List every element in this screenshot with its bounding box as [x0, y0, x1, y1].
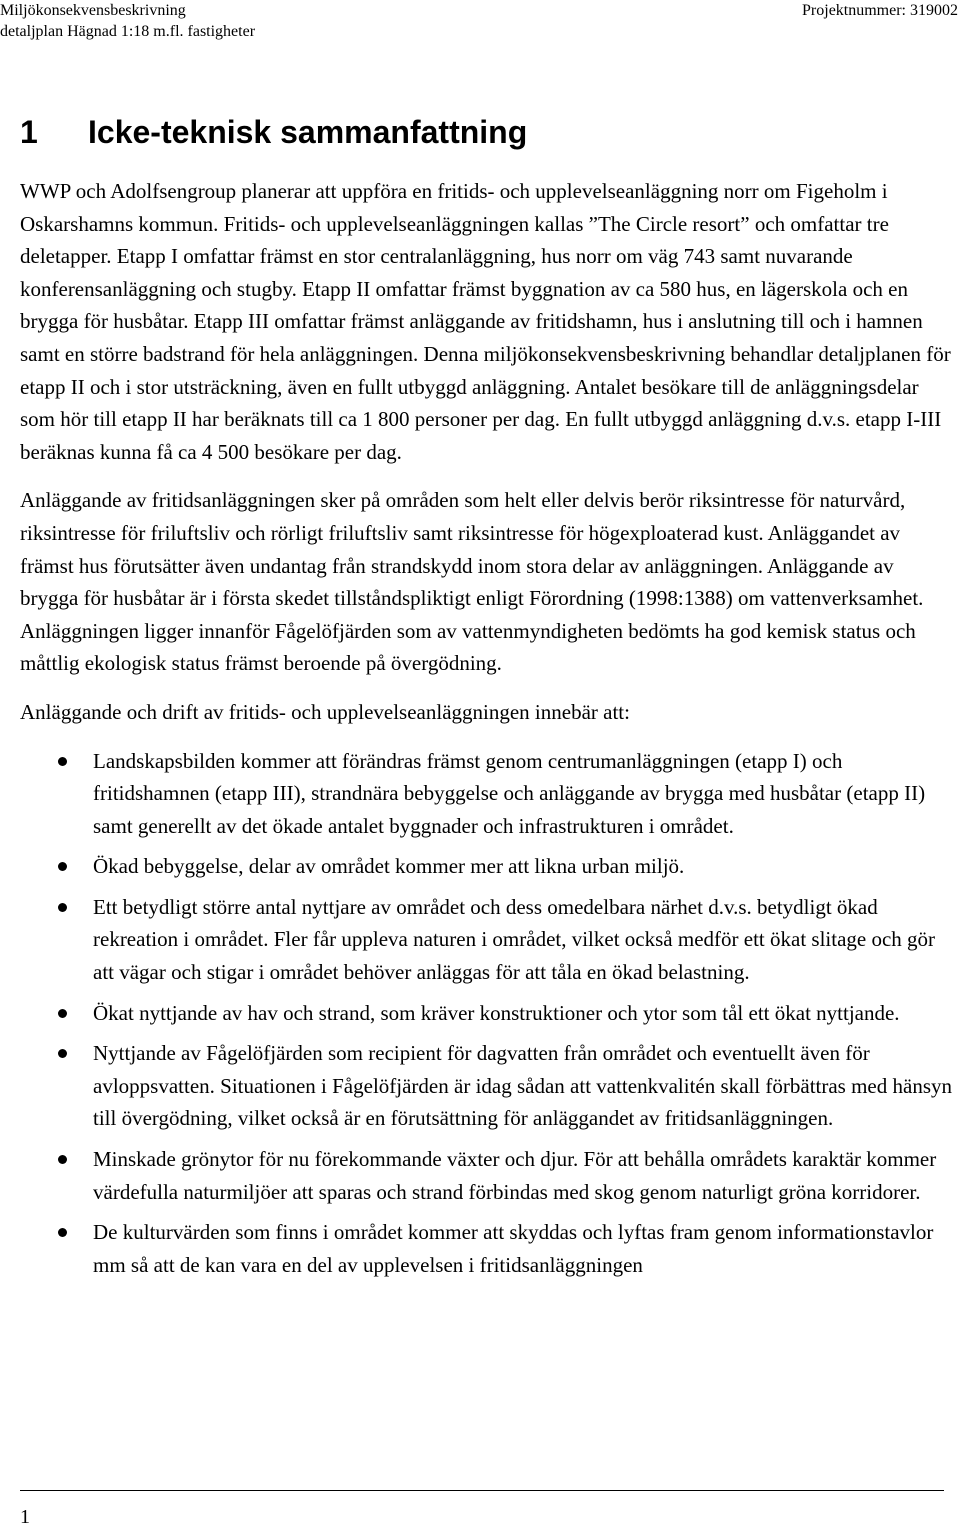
bullet-icon	[58, 862, 67, 871]
list-item	[20, 997, 955, 1030]
bullet-icon	[58, 1009, 67, 1018]
list-item	[20, 745, 955, 843]
list-item	[20, 850, 955, 883]
list-item-text: Nyttjande av Fågelöfjärden som recipient för dagvatten från området och eventuellt även för avloppsvatten. Situationen i Fågelöfjärden är idag sådan att vattenkvalitén skall förbättras med hänsyn till övergödning, vilket också är en förutsättning för anläggandet av fritidsanläggningen.	[93, 1041, 953, 1131]
list-item-text: De kulturvärden som finns i området kommer att skyddas och lyftas fram genom informationstavlor mm så att de kan vara en del av upplevelsen i fritidsanläggningen	[93, 1220, 934, 1277]
bullet-icon	[58, 757, 67, 766]
paragraph-interests: Anläggande av fritidsanläggningen sker på områden som helt eller delvis berör riksintresse för naturvård, riksintresse för friluftsliv och rörligt friluftsliv samt riksintresse för högexploaterad kust. Anläggandet av främst hus förutsätter även undantag från strandskydd inom stora delar av anläggningen. Anläggande av brygga för husbåtar är i första skedet tillståndspliktigt enligt Förordning (1998:1388) om vattenverksamhet. Anläggningen ligger innanför Fågelöfjärden som av vattenmyndigheten bedömts ha god kemisk status och måttlig ekologisk status främst beroende på övergödning.	[20, 488, 924, 676]
section-title: Icke-teknisk sammanfattning	[88, 114, 528, 150]
bullet-icon	[58, 1228, 67, 1237]
document-body	[20, 175, 955, 1289]
list-item-text: Ökad bebyggelse, delar av området kommer mer att likna urban miljö.	[93, 854, 685, 879]
consequence-list	[20, 745, 955, 1282]
section-number: 1	[20, 114, 38, 150]
section-heading	[20, 110, 527, 154]
bullet-icon	[58, 1049, 67, 1058]
list-item-text: Landskapsbilden kommer att förändras främst genom centrumanläggningen (etapp I) och fritidshamnen (etapp III), strandnära bebyggelse och anläggande av brygga med husbåtar (etapp II) samt generellt av det ökade antalet byggnader och infrastrukturen i området.	[93, 748, 926, 838]
paragraph-list-intro: Anläggande och drift av fritids- och upplevelseanläggningen innebär att:	[20, 699, 630, 724]
footer-divider	[20, 1490, 944, 1491]
bullet-icon	[58, 903, 67, 912]
list-item	[20, 1037, 955, 1135]
paragraph-intro: WWP och Adolfsengroup planerar att uppföra en fritids- och upplevelseanläggning norr om Figeholm i Oskarshamns kommun. Fritids- och upplevelseanläggningen kallas ”The Circle resort” och omfattar tre deletapper. Etapp I omfattar främst en stor centralanläggning, hus norr om väg 743 samt nuvarande konferensanläggning och stugby. Etapp II omfattar främst byggnation av ca 580 hus, en lägerskola och en brygga för husbåtar. Etapp III omfattar främst anläggande av fritidshamn, hus i anslutning till och i hamnen samt en större badstrand för hela anläggningen. Denna miljökonsekvensbeskrivning behandlar detaljplanen för etapp II och i stor utsträckning, även en fullt utbyggd anläggning. Antalet besökare till de anläggningsdelar som hör till etapp II har beräknats till ca 1 800 personer per dag. En fullt utbyggd anläggning d.v.s. etapp I-III beräknas kunna få ca 4 500 besökare per dag.	[20, 179, 951, 464]
list-item-text: Ett betydligt större antal nyttjare av området och dess omedelbara närhet d.v.s. betydligt ökad rekreation i området. Fler får uppleva naturen i området, vilket också medför ett ökat slitage och gör att vägar och stigar i området behöver anläggas för att tåla en ökad belastning.	[93, 894, 936, 985]
list-item-text: Minskade grönytor för nu förekommande växter och djur. För att behålla områdets karaktär kommer värdefulla naturmiljöer att sparas och strand förbindas med skog genom naturligt gröna korridorer.	[93, 1147, 937, 1204]
header-title-line1: Miljökonsekvensbeskrivning	[0, 2, 186, 19]
list-item-text: Ökat nyttjande av hav och strand, som kräver konstruktioner och ytor som tål ett ökat nyttjande.	[93, 1000, 900, 1025]
bullet-icon	[58, 1155, 67, 1164]
list-item	[20, 891, 955, 989]
list-item	[20, 1143, 955, 1208]
page-number: 1	[20, 1506, 30, 1528]
project-number: Projektnummer: 319002	[802, 2, 958, 19]
header-title-line2: detaljplan Hägnad 1:18 m.fl. fastigheter	[0, 23, 256, 40]
document-header	[0, 0, 255, 42]
list-item	[20, 1216, 955, 1281]
